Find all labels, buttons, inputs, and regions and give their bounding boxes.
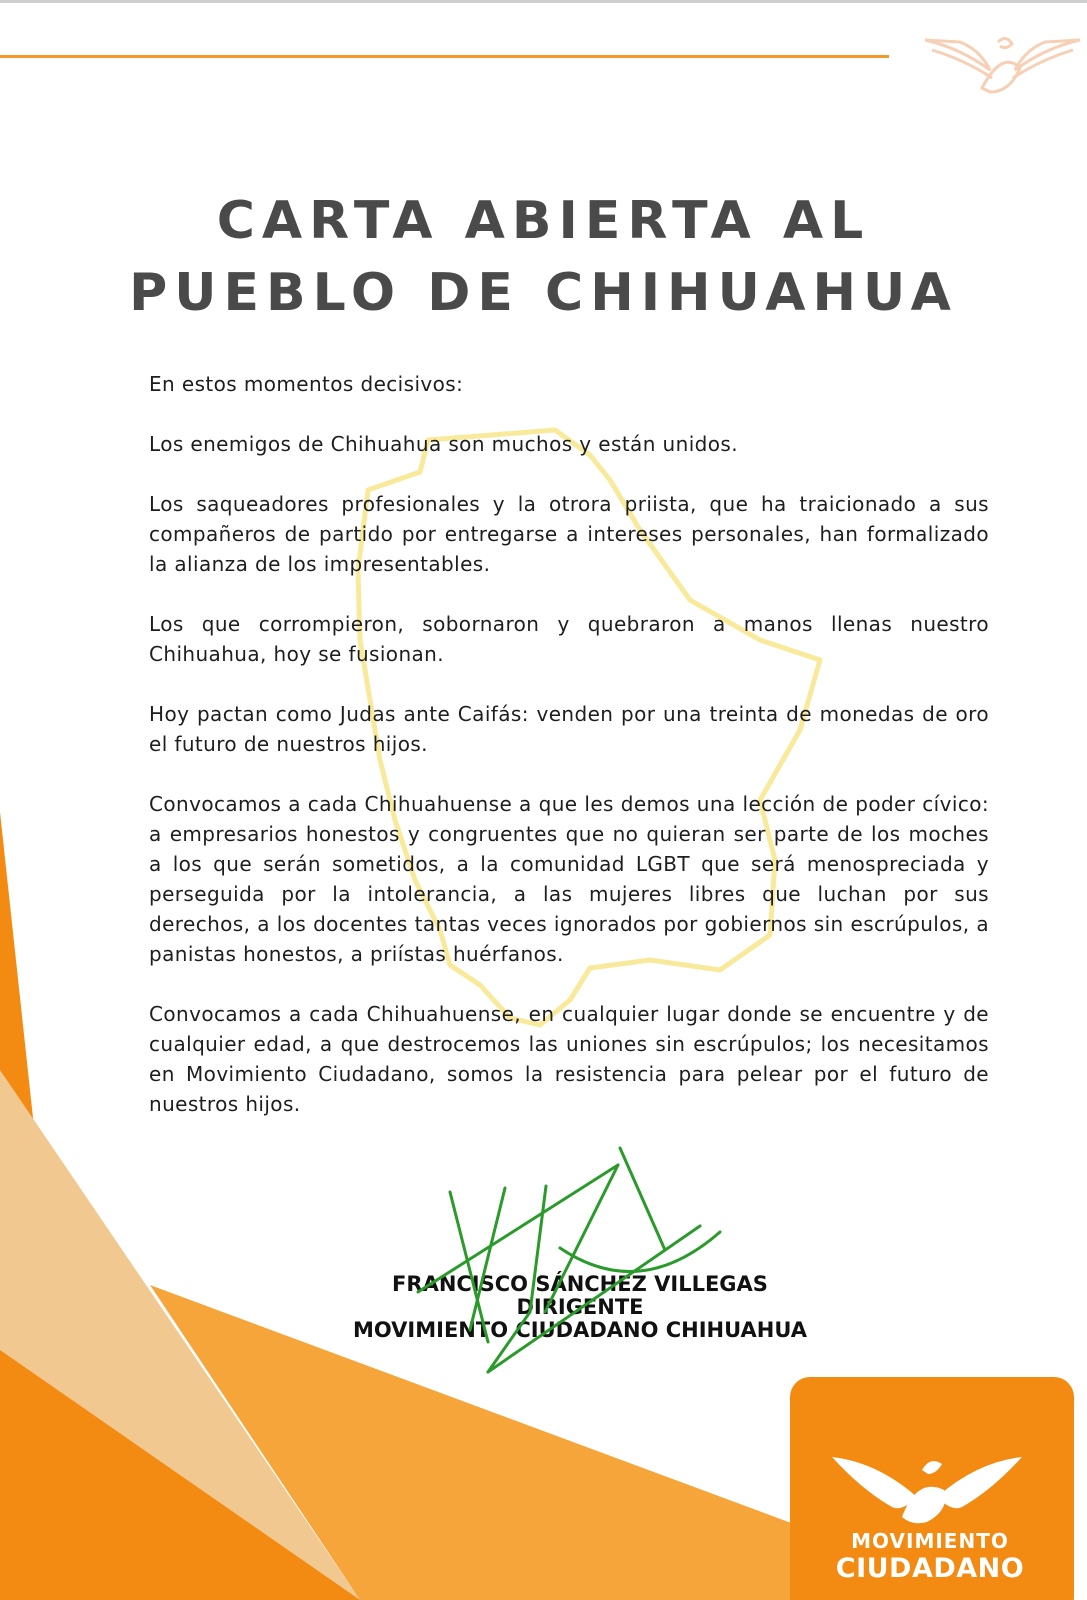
- paragraph-judas: Hoy pactan como Judas ante Caifás: venden por una treinta de monedas de oro el futuro de nuestros hijos.: [149, 702, 989, 756]
- movimiento-ciudadano-logo: [790, 1377, 1074, 1600]
- paragraph-greeting: En estos momentos decisivos:: [149, 372, 464, 396]
- title-line-1: CARTA ABIERTA AL: [216, 191, 871, 251]
- letter-body: [149, 369, 989, 1149]
- signatory-organization: MOVIMIENTO CIUDADANO CHIHUAHUA: [352, 1318, 808, 1342]
- paragraph-call-resistance: Convocamos a cada Chihuahuense, en cualquier lugar donde se encuentre y de cualquier edad, a que destrocemos las uniones sin escrúpulos; los necesitamos en Movimiento Ciudadano, somos la resistencia para pelear por el futuro de nuestros hijos.: [149, 1002, 989, 1116]
- page-title: [80, 185, 1007, 329]
- paragraph-looters: Los saqueadores profesionales y la otrora priista, que ha traicionado a sus compañeros de partido por entregarse a intereses personales, han formalizado la alianza de los impresentables.: [149, 492, 989, 576]
- paragraph-call-civic: Convocamos a cada Chihuahuense a que les demos una lección de poder cívico: a empresarios honestos y congruentes que no quieran ser parte de los moches a los que serán sometidos, a la comunidad LGBT que será menospreciada y perseguida por la intolerancia, a las mujeres libres que luchan por sus derechos, a los docentes tantas veces ignorados por gobiernos sin escrúpulos, a panistas honestos, a priístas huérfanos.: [149, 792, 989, 966]
- title-line-2: PUEBLO DE CHIHUAHUA: [129, 263, 958, 323]
- eagle-icon: [832, 1452, 1022, 1527]
- logo-text-ciudadano: CIUDADANO: [835, 1553, 1025, 1584]
- logo-text-movimiento: MOVIMIENTO: [851, 1529, 1009, 1553]
- signatory-name: FRANCISCO SÁNCHEZ VILLEGAS: [392, 1272, 768, 1296]
- paragraph-corrupt: Los que corrompieron, sobornaron y quebraron a manos llenas nuestro Chihuahua, hoy se fusionan.: [149, 612, 989, 666]
- signature-block: [250, 1273, 910, 1342]
- signatory-role: DIRIGENTE: [516, 1295, 644, 1319]
- paragraph-enemies: Los enemigos de Chihuahua son muchos y están unidos.: [149, 432, 738, 456]
